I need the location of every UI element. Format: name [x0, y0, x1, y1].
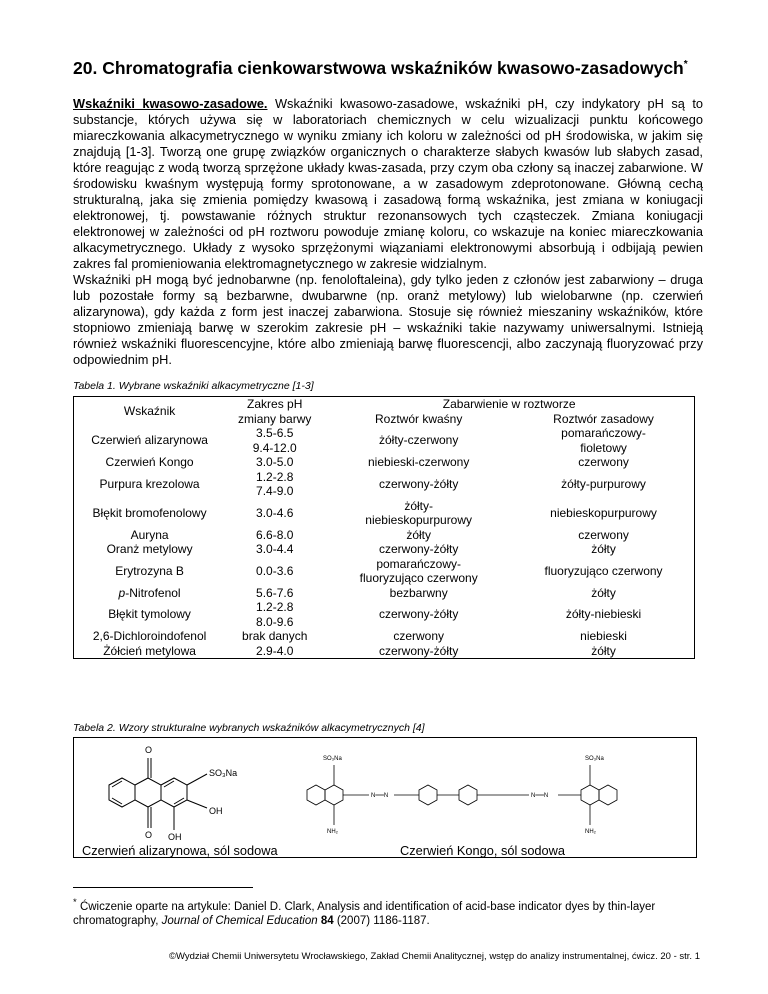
table-row — [74, 542, 695, 557]
table-cell-name: Błękit tymolowy — [108, 607, 191, 622]
table-cell-base: żółty-purpurowy — [561, 476, 646, 491]
table-cell-base: żółty-niebieski — [565, 607, 642, 622]
table-cell-range: 3.5-6.5 9.4-12.0 — [252, 426, 297, 455]
table-cell-range: 3.0-5.0 — [256, 455, 294, 469]
footnote-journal: Journal of Chemical Education — [161, 914, 318, 927]
footnote-volume: 84 — [320, 914, 334, 927]
structures-drawing — [74, 738, 696, 857]
structures-table — [73, 737, 697, 858]
footnote-mark: * — [73, 897, 77, 908]
table-cell-range: 0.0-3.6 — [256, 563, 294, 578]
header-color-group: Zabarwienie w roztworze — [442, 397, 576, 411]
table-cell-base: żółty — [591, 643, 616, 658]
table-cell-name: Błękit bromofenolowy — [92, 505, 207, 520]
congo-azo-left: N══N — [371, 793, 389, 799]
table-cell-name: Czerwień alizarynowa — [91, 433, 208, 448]
table-cell-name: Żółcień metylowa — [103, 643, 196, 658]
table-cell-name: Erytrozyna B — [115, 563, 184, 578]
alizarin-red-structure — [109, 745, 237, 842]
table-row — [74, 470, 695, 499]
table-cell-name: 2,6-Dichloroindofenol — [92, 629, 207, 643]
table-cell-range: 1.2-2.8 7.4-9.0 — [256, 469, 294, 498]
table-cell-name: Auryna — [130, 527, 169, 542]
alizarin-label: Czerwień alizarynowa, sól sodowa — [82, 843, 278, 858]
header-acid: Roztwór kwaśny — [374, 411, 463, 426]
table-cell-acid: pomarańczowy- fluoryzująco czerwony — [359, 556, 478, 585]
table-cell-base: czerwony — [578, 527, 629, 542]
table-row — [74, 557, 695, 586]
section-lead: Wskaźniki kwasowo-zasadowe. — [73, 96, 268, 111]
table-cell-name: Oranż metylowy — [106, 542, 193, 556]
table-cell-range: 5.6-7.6 — [256, 585, 294, 600]
header-base: Roztwór zasadowy — [553, 411, 654, 426]
footnote-rule — [73, 887, 253, 888]
table-cell-base: żółty — [591, 542, 616, 556]
table-cell-name: p-Nitrofenol — [118, 585, 181, 600]
congo-sulfonate-left: SO₃Na — [323, 756, 342, 762]
table-cell-range: 1.2-2.8 8.0-9.6 — [256, 600, 294, 629]
table-row — [74, 528, 695, 543]
table-cell-acid: czerwony — [393, 629, 445, 643]
table-cell-name: Czerwień Kongo — [105, 455, 194, 469]
header-indicator: Wskaźnik — [123, 404, 176, 419]
alizarin-sulfonate: SO₃Na — [209, 768, 238, 778]
alizarin-ring-right — [161, 778, 187, 807]
title-footnote-mark: * — [683, 59, 688, 71]
congo-red-structure — [307, 756, 617, 835]
table-row — [74, 644, 695, 659]
table-cell-base: fluoryzująco czerwony — [544, 563, 663, 578]
intro-paragraph-2 — [73, 272, 703, 368]
header-range: Zakres pH zmiany barwy — [238, 397, 312, 426]
table-row — [74, 629, 695, 644]
congo-azo-right: N══N — [531, 793, 549, 799]
page-title — [73, 58, 688, 79]
table-cell-acid: żółty-czerwony — [378, 433, 459, 448]
alizarin-hydroxyl-1: OH — [209, 806, 223, 816]
alizarin-oxygen-top: O — [145, 745, 153, 755]
congo-label: Czerwień Kongo, sól sodowa — [400, 843, 566, 858]
table2-caption: Tabela 2. Wzory strukturalne wybranych wskaźników alkacymetrycznych [4] — [73, 722, 425, 734]
indicator-table — [73, 396, 695, 659]
table-cell-range: 3.0-4.6 — [256, 505, 294, 520]
table-cell-base: czerwony — [578, 455, 629, 469]
alizarin-ring-center — [135, 778, 161, 807]
alizarin-hydroxyl-2: OH — [168, 832, 182, 842]
alizarin-oxygen-bottom: O — [145, 830, 153, 840]
congo-amine-right: NH₂ — [585, 829, 596, 835]
table-cell-base: niebieskopurpurowy — [550, 505, 657, 520]
alizarin-ring-left — [109, 778, 135, 807]
table-cell-acid: czerwony-żółty — [378, 643, 459, 658]
table-cell-acid: czerwony-żółty — [378, 542, 459, 556]
table-row — [74, 499, 695, 528]
table-cell-acid: żółty- niebieskopurpurowy — [365, 498, 473, 527]
intro-text-2: Wskaźniki pH mogą być jednobarwne (np. fenoloftaleina), gdy tylko jeden z członów jest zabarwiony – druga lub pozostałe formy są bezbarwne, dwubarwne (np. oranż metylowy) lub wielobarwne (np. czerwień alizarynowa), gdy każda z form jest inaczej zabarwiona. Stosuje się również mieszaniny wskaźników, które stopniowo zmieniają barwę w szerokim zakresie pH – wskaźniki takie nazywamy uniwersalnymi. Istnieją również wskaźniki fluorescencyjne, które albo zmieniają barwę fluorescencji, albo zaczynają fluoryzować przy odpowiednim pH. — [73, 272, 703, 367]
table-cell-name: Purpura krezolowa — [99, 476, 200, 491]
table-row — [74, 455, 695, 470]
congo-sulfonate-right: SO₃Na — [585, 756, 604, 762]
table-cell-base: żółty — [591, 585, 616, 600]
table-cell-range: brak danych — [242, 629, 308, 643]
intro-paragraph-1 — [73, 96, 703, 272]
intro-text-1: Wskaźniki kwasowo-zasadowe, wskaźniki pH, czy indykatory pH są to substancje, których używa się w laboratoriach chemicznych w celu wizualizacji punktu końcowego miareczkowania alkacymetrycznego w wyniku zmiany ich koloru w zależności od pH środowiska, w jakim się znajdują [1-3]. Tworzą one grupę związków organicznych o charakterze słabych kwasów lub słabych zasad, które reagując z wodą tworzą sprzężone układy kwas-zasada, przy czym oba człony są inaczej zabarwione. W środowisku kwaśnym występują formy sprotonowane, a w zasadowym zdeprotonowane. Główną cechą strukturalną, jaka się zmienia pomiędzy kwasową i zasadową formą wskaźnika, jest zmiana w koniugacji elektronowej, tj. powstawanie różnych struktur rezonansowych tych cząsteczek. Zmiana koniugacji elektronowej w zależności od pH roztworu powoduje zmianę koloru, co wskazuje na koniec miareczkowania alkacymetrycznego. Układy z wysoko sprzężonymi wiązaniami elektronowymi absorbują i odbijają pewien zakres fal promieniowania elektromagnetycznego w zakresie widzialnym. — [73, 96, 704, 271]
title-text: 20. Chromatografia cienkowarstwowa wskaźników kwasowo-zasadowych — [73, 58, 684, 78]
table-cell-acid: bezbarwny — [389, 585, 448, 600]
table-cell-base: niebieski — [580, 629, 627, 643]
table-cell-acid: żółty — [406, 527, 432, 542]
footnote: * Ćwiczenie oparte na artykule: Daniel D. Clark, Analysis and identification of acid-base indicator dyes by thin-layer chromatography, Journal of Chemical Education 84 (2007) 1186-1187. — [73, 897, 656, 927]
table-row — [74, 586, 695, 601]
table-cell-acid: czerwony-żółty — [378, 476, 459, 491]
table-cell-base: pomarańczowy- fioletowy — [561, 426, 646, 455]
table-cell-acid: niebieski-czerwony — [367, 455, 470, 469]
table-cell-range: 2.9-4.0 — [256, 643, 294, 658]
table-cell-acid: czerwony-żółty — [378, 607, 459, 622]
table-cell-range: 6.6-8.0 — [256, 527, 294, 542]
table-cell-range: 3.0-4.4 — [256, 542, 294, 556]
congo-amine-left: NH₂ — [327, 829, 338, 835]
table1-caption: Tabela 1. Wybrane wskaźniki alkacymetryczne [1-3] — [73, 380, 314, 392]
table-row — [74, 426, 695, 455]
table-row — [74, 600, 695, 629]
page-footer: ©Wydział Chemii Uniwersytetu Wrocławskiego, Zakład Chemii Analitycznej, wstęp do analizy instrumentalnej, ćwicz. 20 - str. 1 — [168, 951, 700, 962]
